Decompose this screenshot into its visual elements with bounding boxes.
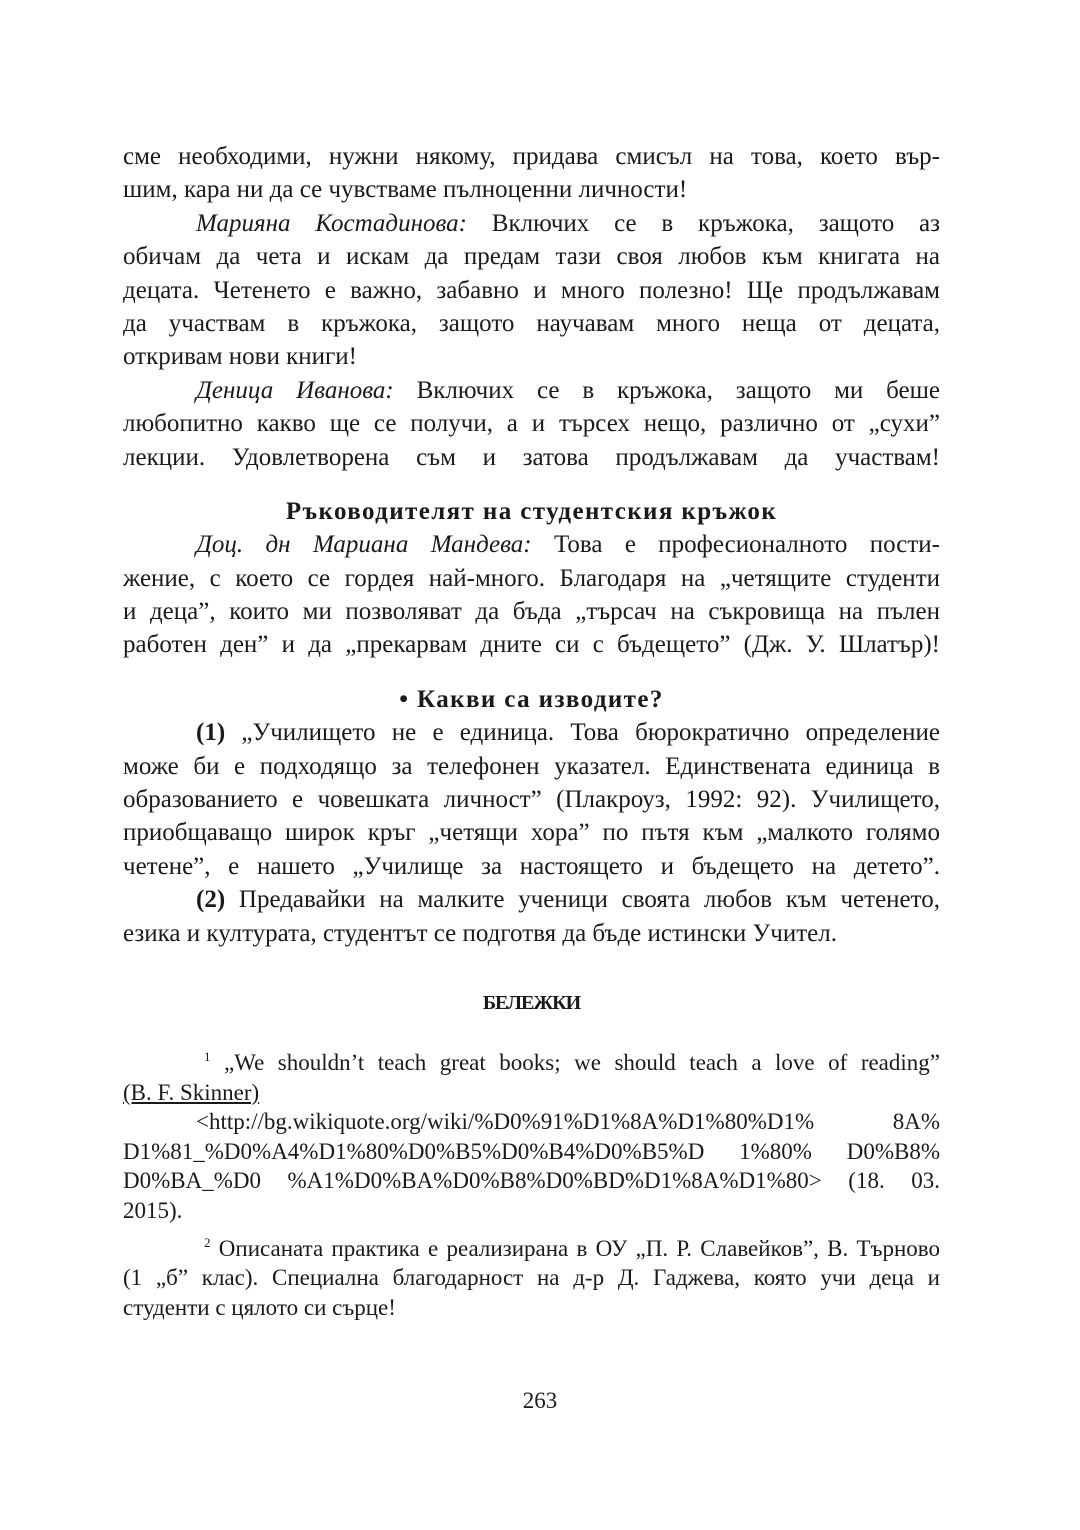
text-line (123, 1048, 940, 1078)
footnote-mark: 1 (204, 1048, 211, 1064)
text-line (123, 1078, 940, 1108)
page-body (123, 140, 940, 1322)
footnote-mark: 2 (204, 1234, 211, 1250)
text-fragment: „Училището не е единица. Това бюрократично определение (225, 719, 940, 747)
footnote-2 (123, 1234, 940, 1323)
section-heading: Ръководителят на студентския кръжок (285, 497, 778, 525)
text-line: сме необходими, нужни някому, придава смисъл на това, което вър- (123, 143, 940, 170)
text-line: (1 „б” клас). Специална благодарност на д-р Д. Гаджева, която учи деца и (123, 1265, 940, 1291)
citation-link[interactable]: (B. F. Skinner) (123, 1079, 260, 1105)
text-line: D0%BA_%D0 %A1%D0%BA%D0%B8%D0%BD%D1%8A%D1%80> (18. 03. (123, 1168, 940, 1194)
text-line: лекции. Удовлетворена съм и затова продължавам да участвам! (123, 443, 940, 471)
text-line: шим, кара ни да се чувстваме пълноценни личности! (123, 176, 688, 204)
text-fragment: Включих се в кръжока, защото ми беше (393, 376, 940, 404)
paragraph-mandeva (123, 528, 940, 662)
text-fragment: Предавайки на малките ученици своята любов към четенето, (225, 886, 940, 914)
text-line: D1%81_%D0%A4%D1%80%D0%B5%D0%B4%D0%B5%D 1%80% D0%B8% (123, 1138, 940, 1164)
text-line: и деца”, които ми позволяват да бъда „търсач на съкровища на пълен (123, 598, 940, 626)
text-line: жение, с което се гордея най-много. Благодаря на „четящите студенти (123, 564, 940, 592)
text-fragment: „We shouldn’t teach great books; we should teach a love of reading” (210, 1049, 940, 1075)
text-line: езика и културата, студентът се подготвя да бъде истински Учител. (123, 919, 837, 947)
item-number: (1) (196, 719, 226, 747)
speaker-name: Марияна Костадинова: (196, 209, 467, 237)
footnote-1 (123, 1048, 940, 1226)
text-line (123, 716, 940, 749)
text-line: работен ден” и да „прекарвам дните си с бъдещето” (Дж. У. Шлатър)! (123, 631, 940, 659)
section-heading: • Какви са изводите? (399, 685, 664, 713)
paragraph-conclusion-2 (123, 883, 940, 950)
text-line (123, 207, 940, 240)
text-line: може би е подходящо за телефонен указател. Единствената единица в (123, 752, 940, 780)
text-line: студенти с цялото си сърце! (123, 1294, 396, 1320)
paragraph-conclusion-1 (123, 716, 940, 883)
text-line: любопитно какво ще се получи, а и търсех нещо, различно от „сухи” (123, 410, 940, 438)
item-number: (2) (196, 886, 226, 914)
speaker-name: Доц. дн Мариана Мандева: (196, 531, 532, 559)
text-line (123, 528, 940, 561)
text-line: образованието е човешката личност” (Плакроуз, 1992: 92). Училището, (123, 786, 940, 814)
text-line: четене”, е нашето „Училище за настоящето и бъдещето на детето”. (123, 852, 940, 880)
paragraph-kostadinova (123, 207, 940, 374)
text-line (123, 1234, 940, 1264)
text-line: откривам нови книги! (123, 343, 357, 371)
text-fragment: Описаната практика е реализирана в ОУ „П. Р. Славейков”, В. Търново (210, 1235, 940, 1261)
text-line: 2015). (123, 1197, 183, 1223)
paragraph-ivanova (123, 374, 940, 474)
notes-title: БЕЛЕЖКИ (482, 991, 581, 1014)
text-line: приобщаващо широк кръг „четящи хора” по пътя към „малкото голямо (123, 819, 940, 847)
paragraph-continuation (123, 140, 940, 207)
text-line: децата. Четенето е важно, забавно и много полезно! Ще продължавам (123, 276, 940, 304)
text-line (123, 374, 940, 407)
text-line: да участвам в кръжока, защото научавам много неща от децата, (123, 309, 940, 337)
page-number: 263 (522, 1388, 558, 1413)
text-fragment: Включих се в кръжока, защото аз (466, 209, 940, 237)
text-fragment: Това е професионалното пости- (531, 531, 940, 559)
speaker-name: Деница Иванова: (196, 376, 394, 404)
text-line: <http://bg.wikiquote.org/wiki/%D0%91%D1%8A%D1%80%D1% 8A% (196, 1109, 940, 1135)
text-line (123, 883, 940, 916)
text-line: обичам да чета и искам да предам тази своя любов към книгата на (123, 243, 940, 271)
